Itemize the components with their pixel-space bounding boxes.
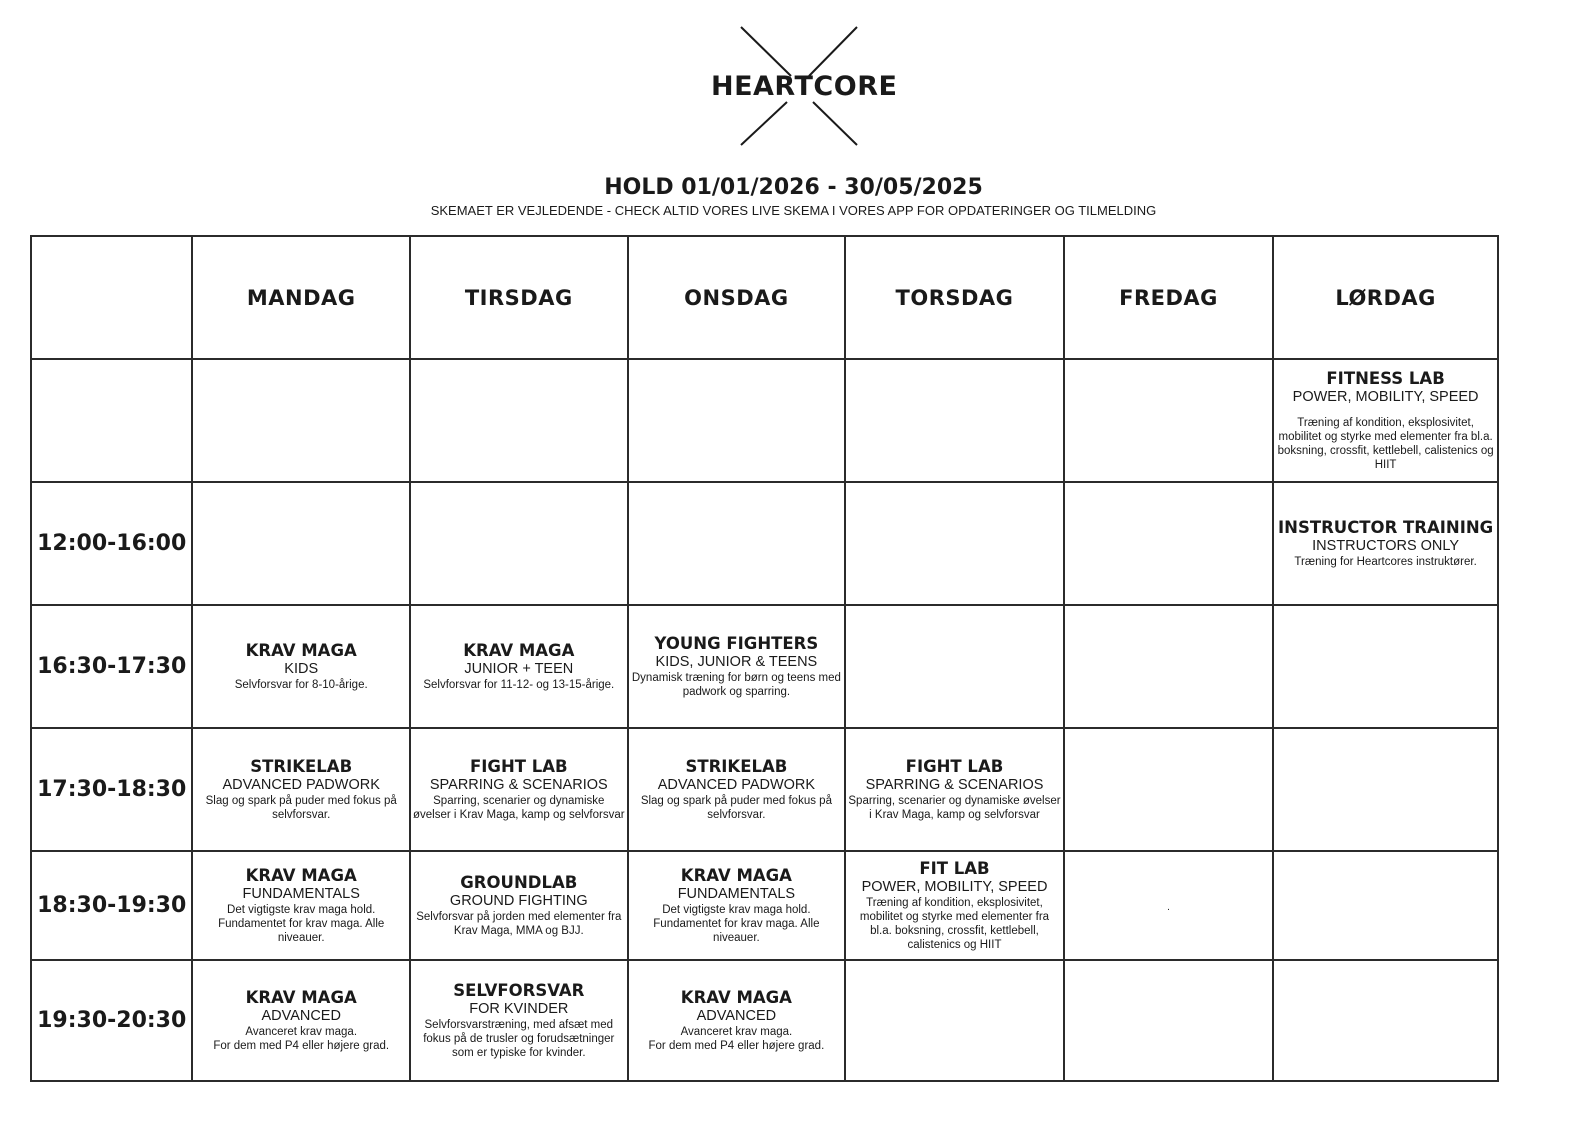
- page-title: HOLD 01/01/2026 - 30/05/2025: [604, 175, 983, 200]
- class-description: Træning for Heartcores instruktører.: [1294, 556, 1477, 568]
- class-subtitle: POWER, MOBILITY, SPEED: [861, 879, 1048, 895]
- day-header: FREDAG: [1064, 236, 1273, 359]
- class-subtitle: ADVANCED: [261, 1008, 341, 1024]
- time-slot-label: 17:30-18:30: [31, 728, 192, 851]
- class-name: KRAV MAGA: [245, 988, 357, 1007]
- time-slot-label: [31, 359, 192, 482]
- schedule-table: [30, 235, 1499, 1082]
- empty-slot: [410, 482, 628, 605]
- time-slot-row: [31, 482, 1498, 605]
- class-name: STRIKELAB: [685, 757, 788, 776]
- class-slot: [845, 728, 1064, 851]
- time-slot-row: [31, 728, 1498, 851]
- class-slot: [410, 851, 628, 960]
- class-name: KRAV MAGA: [245, 866, 357, 885]
- class-subtitle: ADVANCED: [696, 1008, 777, 1024]
- class-name: KRAV MAGA: [463, 641, 575, 660]
- time-slot-label: 18:30-19:30: [31, 851, 192, 960]
- class-description: Sparring, scenarier og dynamiske øvelser i Krav Maga, kamp og selvforsvar: [848, 795, 1061, 821]
- class-slot: [192, 960, 410, 1081]
- class-subtitle: FUNDAMENTALS: [242, 886, 360, 902]
- dot-mark: .: [1167, 901, 1170, 913]
- day-header: TIRSDAG: [410, 236, 628, 359]
- class-slot: [845, 851, 1064, 960]
- empty-slot: [1064, 960, 1273, 1081]
- empty-slot: [628, 482, 846, 605]
- empty-slot: [192, 359, 410, 482]
- class-description: Avanceret krav maga. For dem med P4 eller højere grad.: [648, 1026, 825, 1052]
- class-name: STRIKELAB: [250, 757, 353, 776]
- empty-slot: [1273, 728, 1498, 851]
- day-header: LØRDAG: [1273, 236, 1498, 359]
- empty-slot: [1064, 482, 1273, 605]
- class-slot: [192, 605, 410, 728]
- class-name: INSTRUCTOR TRAINING: [1278, 518, 1494, 537]
- class-slot: [1273, 359, 1498, 482]
- corner-cell: [31, 236, 192, 359]
- class-name: KRAV MAGA: [680, 866, 792, 885]
- class-description: Selvforsvar for 8-10-årige.: [234, 679, 368, 691]
- class-slot: [1273, 482, 1498, 605]
- class-name: FIGHT LAB: [905, 757, 1004, 776]
- class-subtitle: KIDS, JUNIOR & TEENS: [655, 654, 818, 670]
- class-slot: [192, 851, 410, 960]
- class-description: Det vigtigste krav maga hold. Fundamentet for krav maga. Alle niveauer.: [653, 904, 820, 944]
- time-slot-label: 16:30-17:30: [31, 605, 192, 728]
- class-slot: [628, 728, 846, 851]
- class-description: Træning af kondition, eksplosivitet, mobilitet og styrke med elementer fra bl.a. boksning, crossfit, kettlebell, calistenics og HIIT: [859, 897, 1050, 951]
- class-description: Slag og spark på puder med fokus på selvforsvar.: [640, 795, 832, 821]
- time-slot-row: [31, 359, 1498, 482]
- class-subtitle: INSTRUCTORS ONLY: [1312, 538, 1460, 554]
- empty-slot: [192, 482, 410, 605]
- time-slot-label: 19:30-20:30: [31, 960, 192, 1081]
- class-subtitle: ADVANCED PADWORK: [222, 777, 380, 793]
- class-slot: [192, 728, 410, 851]
- empty-slot: [1064, 359, 1273, 482]
- time-slot-label: 12:00-16:00: [31, 482, 192, 605]
- class-name: FIT LAB: [919, 859, 990, 878]
- class-subtitle: FOR KVINDER: [469, 1001, 569, 1017]
- class-subtitle: FUNDAMENTALS: [677, 886, 796, 902]
- time-slot-row: [31, 851, 1498, 960]
- time-slot-row: [31, 605, 1498, 728]
- class-name: GROUNDLAB: [460, 873, 578, 892]
- empty-slot: [845, 482, 1064, 605]
- empty-slot: [1273, 605, 1498, 728]
- class-description: Selvforsvarstræning, med afsæt med fokus på de trusler og forudsætninger som er typiske for kvinder.: [423, 1019, 615, 1059]
- empty-slot: [1273, 960, 1498, 1081]
- empty-slot: [628, 359, 846, 482]
- class-name: FITNESS LAB: [1326, 369, 1445, 388]
- empty-slot: [1273, 851, 1498, 960]
- class-description: Selvforsvar på jorden med elementer fra Krav Maga, MMA og BJJ.: [416, 911, 622, 937]
- class-subtitle: GROUND FIGHTING: [449, 893, 588, 909]
- heartcore-logo: [711, 22, 898, 150]
- class-description: Selvforsvar for 11-12- og 13-15-årige.: [423, 679, 615, 691]
- page-subtitle: SKEMAET ER VEJLEDENDE - CHECK ALTID VORES LIVE SKEMA I VORES APP FOR OPDATERINGER OG TILMELDING: [430, 203, 1157, 218]
- class-description: Sparring, scenarier og dynamiske øvelser i Krav Maga, kamp og selvforsvar: [413, 795, 625, 821]
- class-subtitle: SPARRING & SCENARIOS: [429, 777, 608, 793]
- class-subtitle: ADVANCED PADWORK: [657, 777, 816, 793]
- class-slot: [1064, 851, 1273, 960]
- time-slot-row: [31, 960, 1498, 1081]
- empty-slot: [1064, 728, 1273, 851]
- day-header-row: [31, 236, 1498, 359]
- day-header: ONSDAG: [628, 236, 846, 359]
- logo-wordmark: HEARTCORE: [711, 71, 898, 102]
- class-description: Avanceret krav maga. For dem med P4 eller højere grad.: [213, 1026, 390, 1052]
- class-description: Det vigtigste krav maga hold. Fundamentet for krav maga. Alle niveauer.: [218, 904, 385, 944]
- class-description: Træning af kondition, eksplosivitet, mobilitet og styrke med elementer fra bl.a. boksning, crossfit, kettlebell, calistenics og HIIT: [1277, 417, 1494, 471]
- class-subtitle: JUNIOR + TEEN: [464, 661, 574, 677]
- class-name: YOUNG FIGHTERS: [654, 634, 819, 653]
- class-name: SELVFORSVAR: [453, 981, 585, 1000]
- class-name: FIGHT LAB: [469, 757, 568, 776]
- class-slot: [628, 851, 846, 960]
- empty-slot: [410, 359, 628, 482]
- class-slot: [410, 728, 628, 851]
- class-subtitle: KIDS: [284, 661, 319, 677]
- empty-slot: [845, 359, 1064, 482]
- class-name: KRAV MAGA: [680, 988, 792, 1007]
- class-name: KRAV MAGA: [245, 641, 357, 660]
- class-subtitle: POWER, MOBILITY, SPEED: [1292, 389, 1479, 405]
- empty-slot: [845, 960, 1064, 1081]
- empty-slot: [1064, 605, 1273, 728]
- day-header: TORSDAG: [845, 236, 1064, 359]
- day-header: MANDAG: [192, 236, 410, 359]
- class-slot: [410, 605, 628, 728]
- class-slot: [410, 960, 628, 1081]
- class-slot: [628, 960, 846, 1081]
- class-description: Dynamisk træning for børn og teens med padwork og sparring.: [631, 672, 841, 698]
- class-slot: [628, 605, 846, 728]
- class-subtitle: SPARRING & SCENARIOS: [865, 777, 1044, 793]
- empty-slot: [845, 605, 1064, 728]
- class-description: Slag og spark på puder med fokus på selvforsvar.: [205, 795, 397, 821]
